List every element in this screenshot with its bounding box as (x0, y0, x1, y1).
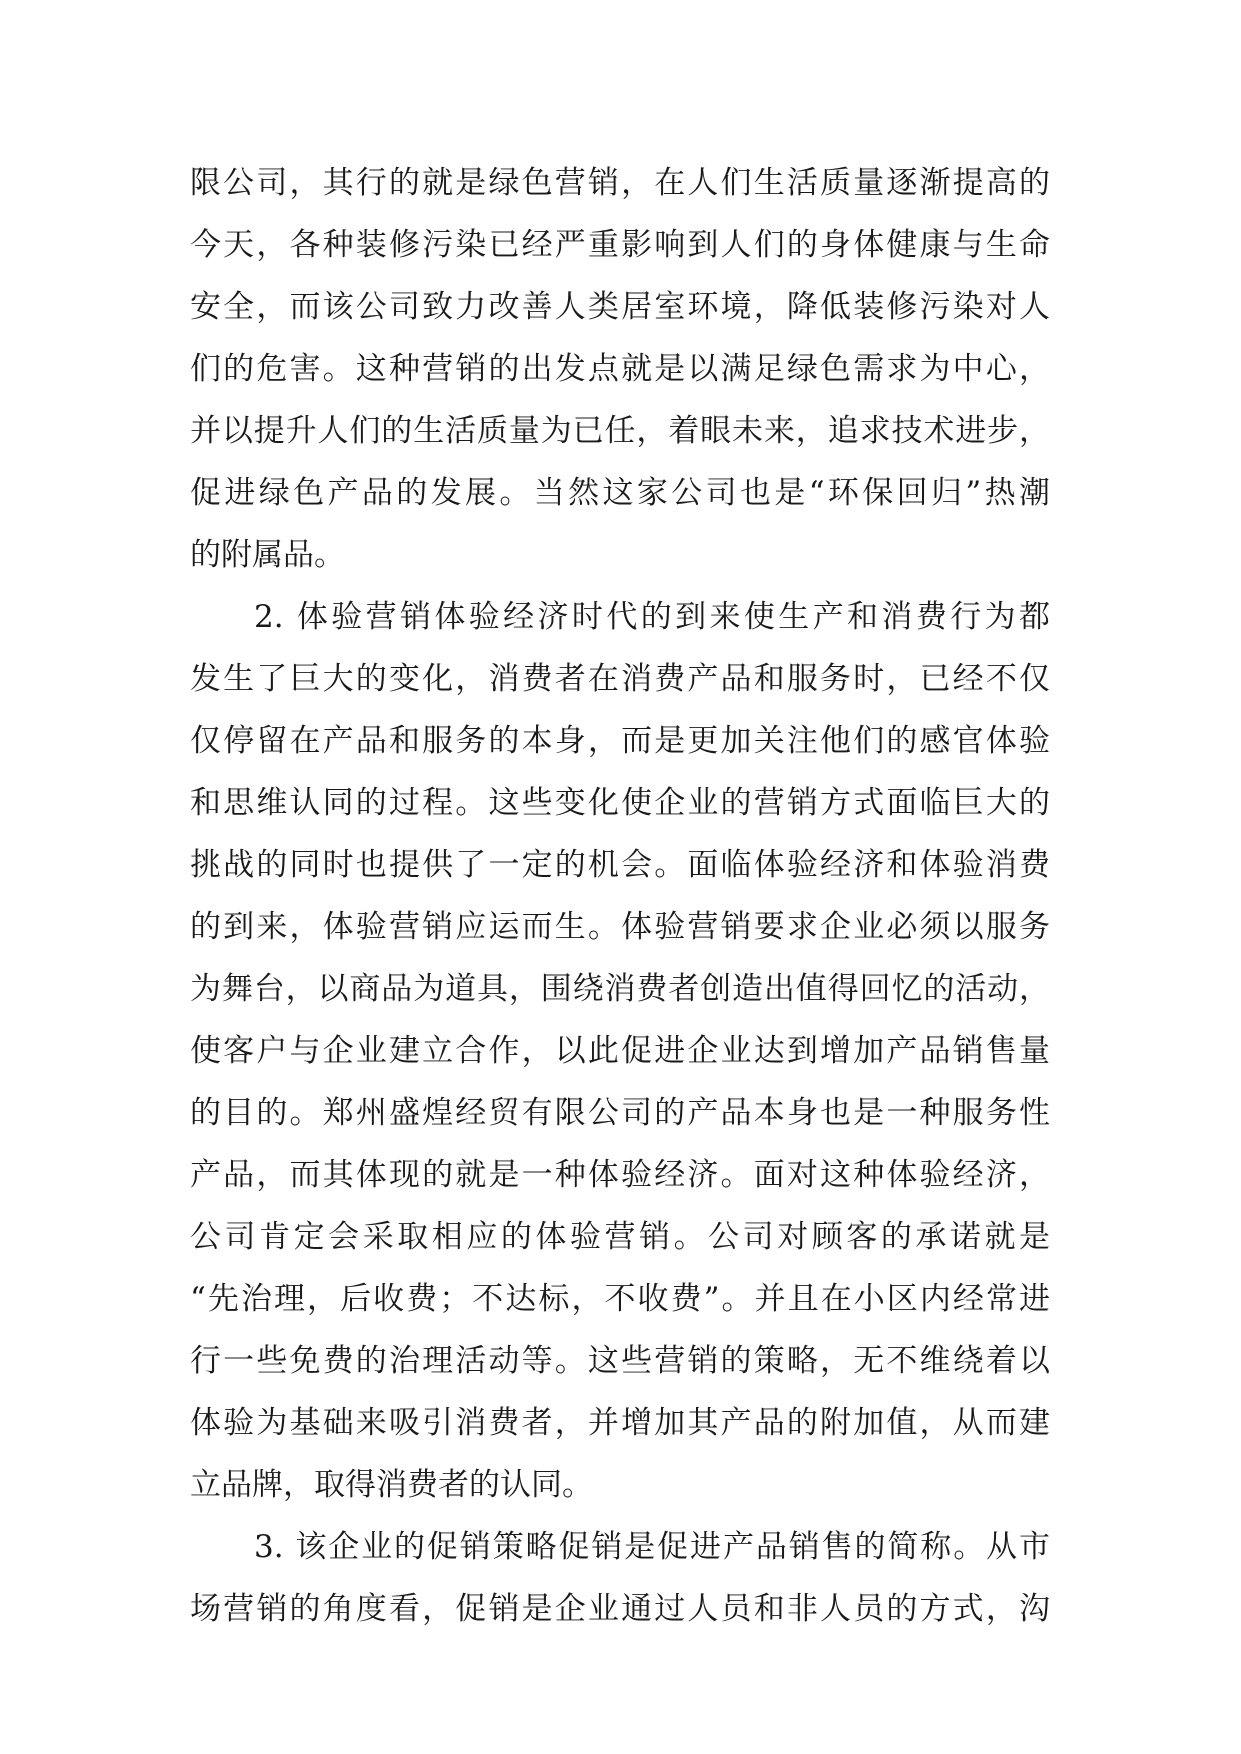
text-line: 的到来，体验营销应运而生。体验营销要求企业必须以服务 (190, 909, 1050, 945)
text-line: 促进绿色产品的发展。当然这家公司也是“环保回归”热潮 (190, 475, 1050, 511)
text-line: 公司肯定会采取相应的体验营销。公司对顾客的承诺就是 (190, 1219, 1050, 1255)
text-line: “先治理，后收费；不达标，不收费”。并且在小区内经常进 (190, 1281, 1050, 1317)
text-line: 限公司，其行的就是绿色营销，在人们生活质量逐渐提高的 (190, 165, 1050, 201)
text-line: 今天，各种装修污染已经严重影响到人们的身体健康与生命 (190, 227, 1050, 263)
text-line: 场营销的角度看，促销是企业通过人员和非人员的方式，沟 (190, 1591, 1050, 1627)
text-line: 的附属品。 (190, 537, 345, 573)
text-line: 安全，而该公司致力改善人类居室环境，降低装修污染对人 (190, 289, 1050, 325)
text-line: 的目的。郑州盛煌经贸有限公司的产品本身也是一种服务性 (190, 1095, 1050, 1131)
text-line: 并以提升人们的生活质量为已任，着眼未来，追求技术进步， (190, 413, 1050, 449)
text-line: 仅停留在产品和服务的本身，而是更加关注他们的感官体验 (190, 723, 1050, 759)
text-line: 使客户与企业建立合作，以此促进企业达到增加产品销售量 (190, 1033, 1050, 1069)
paragraph-first-line: 3. 该企业的促销策略促销是促进产品销售的简称。从市 (254, 1529, 1050, 1565)
text-line: 体验为基础来吸引消费者，并增加其产品的附加值，从而建 (190, 1405, 1050, 1441)
body-text (190, 152, 1050, 1640)
text-line: 和思维认同的过程。这些变化使企业的营销方式面临巨大的 (190, 785, 1050, 821)
text-line: 立品牌，取得消费者的认同。 (190, 1467, 593, 1503)
text-line: 行一些免费的治理活动等。这些营销的策略，无不维绕着以 (190, 1343, 1050, 1379)
text-line: 为舞台，以商品为道具，围绕消费者创造出值得回忆的活动， (190, 971, 1050, 1007)
text-line: 发生了巨大的变化，消费者在消费产品和服务时，已经不仅 (190, 661, 1050, 697)
text-line: 产品，而其体现的就是一种体验经济。面对这种体验经济， (190, 1157, 1050, 1193)
text-line: 挑战的同时也提供了一定的机会。面临体验经济和体验消费 (190, 847, 1050, 883)
paragraph-first-line: 2. 体验营销体验经济时代的到来使生产和消费行为都 (254, 599, 1050, 635)
text-line: 们的危害。这种营销的出发点就是以满足绿色需求为中心， (190, 351, 1050, 387)
